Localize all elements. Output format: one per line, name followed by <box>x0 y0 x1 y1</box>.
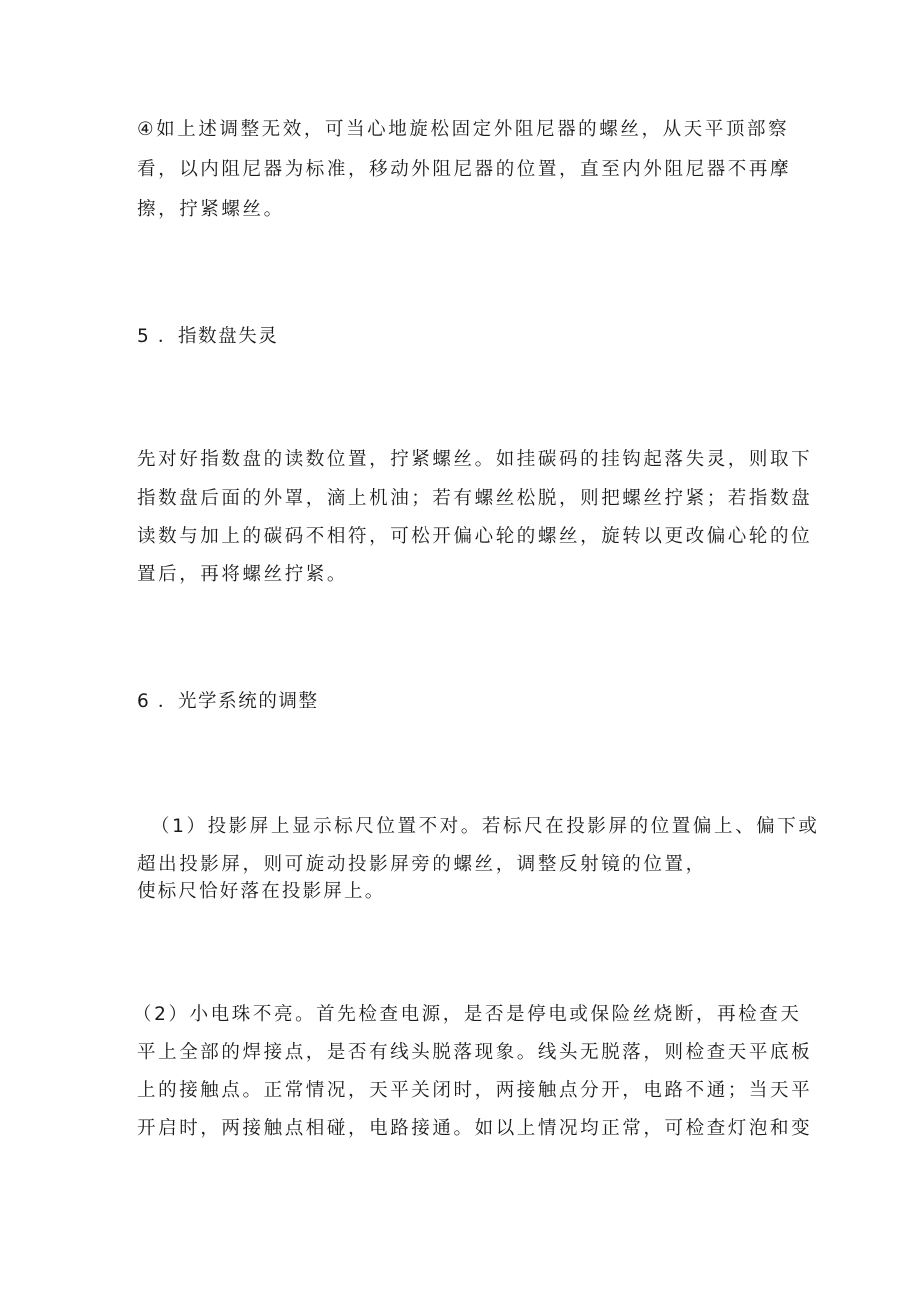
section-heading-6: 6 ．光学系统的调整 <box>137 691 319 712</box>
text-line: 读数与加上的碳码不相符，可松开偏心轮的螺丝，旋转以更改偏心轮的位 <box>137 526 813 547</box>
text-line: 使标尺恰好落在投影屏上。 <box>137 881 386 902</box>
section-heading-5: 5 ．指数盘失灵 <box>137 326 279 347</box>
text-line: 上的接触点。正常情况，天平关闭时，两接触点分开，电路不通；当天平 <box>137 1080 813 1101</box>
text-line: 平上全部的焊接点，是否有线头脱落现象。线头无脱落，则检查天平底板 <box>137 1042 813 1063</box>
text-line: 先对好指数盘的读数位置，拧紧螺丝。如挂碳码的挂钩起落失灵，则取下 <box>137 449 813 470</box>
text-line: 开启时，两接触点相碰，电路接通。如以上情况均正常，可检查灯泡和变 <box>137 1118 813 1139</box>
text-line: 擦，拧紧螺丝。 <box>137 199 285 220</box>
text-line: 置后，再将螺丝拧紧。 <box>137 564 349 585</box>
text-line: 指数盘后面的外罩，滴上机油；若有螺丝松脱，则把螺丝拧紧；若指数盘 <box>137 488 813 509</box>
text-line: 看，以内阻尼器为标准，移动外阻尼器的位置，直至内外阻尼器不再摩 <box>137 159 792 180</box>
text-line: 超出投影屏，则可旋动投影屏旁的螺丝，调整反射镜的位置， <box>137 854 707 875</box>
text-line: （2）小电珠不亮。首先检查电源，是否是停电或保险丝烧断，再检查天 <box>133 1004 802 1025</box>
text-line: ④如上述调整无效，可当心地旋松固定外阻尼器的螺丝，从天平顶部察 <box>137 119 790 140</box>
text-line: （1）投影屏上显示标尺位置不对。若标尺在投影屏的位置偏上、偏下或 <box>151 816 820 837</box>
